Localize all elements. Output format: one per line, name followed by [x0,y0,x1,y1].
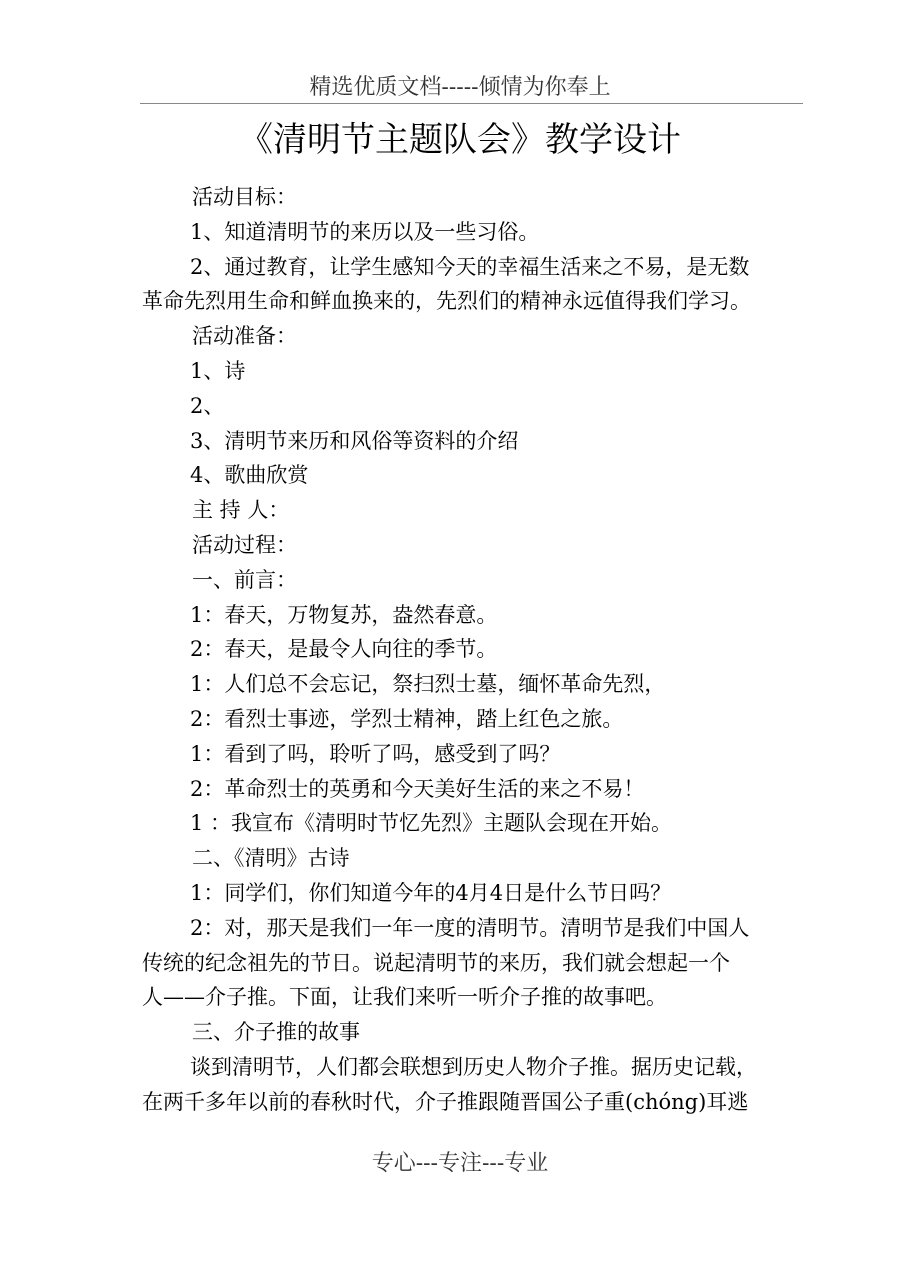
text-line: 活动目标： [192,185,297,209]
text-line: 二、《清明》古诗 [192,846,350,871]
text-line: 4、歌曲欣赏 [190,463,309,488]
page-header: 精选优质文档-----倾情为你奉上 [309,75,611,100]
document-body [142,180,806,1120]
text-line: 在两千多年以前的春秋时代，介子推跟随晋国公子重(chóng)耳逃 [142,1089,749,1114]
text-line: 1：人们总不会忘记，祭扫烈士墓，缅怀革命先烈， [190,672,666,697]
text-line: 活动过程： [192,532,297,557]
text-line: 2：对，那天是我们一年一度的清明节。清明节是我们中国人 [190,915,750,940]
text-line: 2：看烈士事迹，学烈士精神，踏上红色之旅。 [190,706,624,731]
text-line: 2：春天，是最令人向往的季节。 [190,637,498,662]
header-divider [140,103,803,104]
document-title: 《清明节主题队会》教学设计 [239,120,681,160]
text-line: 1、诗 [190,358,246,383]
text-line: 2、通过教育，让学生感知今天的幸福生活来之不易，是无数 [190,254,750,279]
text-line: 1：同学们，你们知道今年的4月4日是什么节日吗？ [190,880,672,905]
text-line: 1：看到了吗，聆听了吗，感受到了吗？ [190,741,561,766]
page-footer: 专心---专注---专业 [371,1151,549,1176]
text-line: 人——介子推。下面，让我们来听一听介子推的故事吧。 [142,985,667,1010]
text-line: 1 ：我宣布《清明时节忆先烈》主题队会现在开始。 [190,811,673,836]
text-line: 谈到清明节，人们都会联想到历史人物介子推。据历史记载， [190,1054,757,1079]
text-line: 1：春天，万物复苏，盎然春意。 [190,602,498,627]
text-line: 革命先烈用生命和鲜血换来的，先烈们的精神永远值得我们学习。 [142,289,751,314]
text-line: 传统的纪念祖先的节日。说起清明节的来历，我们就会想起一个 [142,950,730,975]
text-line: 2、 [190,393,225,418]
text-line: 活动准备： [192,324,297,349]
text-line: 1、知道清明节的来历以及一些习俗。 [190,219,540,244]
text-line: 3、清明节来历和风俗等资料的介绍 [190,428,519,453]
text-line: 主 持 人： [192,498,290,523]
text-line: 三、介子推的故事 [192,1020,360,1045]
text-line: 2：革命烈士的英勇和今天美好生活的来之不易！ [190,776,645,801]
text-line: 一、前言： [192,567,297,592]
